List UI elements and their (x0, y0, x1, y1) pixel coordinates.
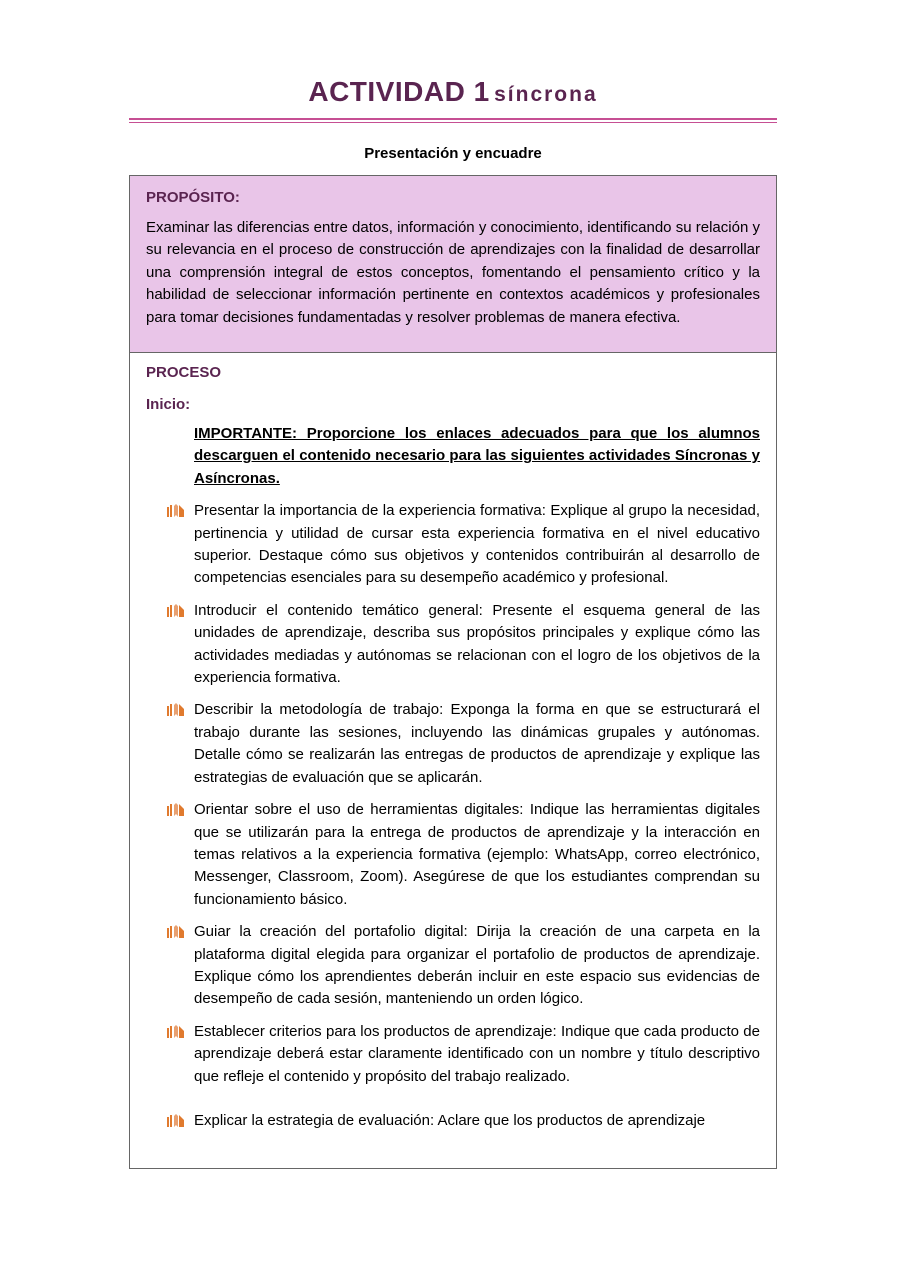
list-item-text: Presentar la importancia de la experiencia formativa: Explique al grupo la necesidad, pertinencia y utilidad de cursar esta experiencia formativa en el nivel educativo superior. Destaque cómo sus objetivos y contenidos contribuirán al desarrollo de competencias esenciales para su desempeño académico y profesional. (194, 502, 760, 587)
book-bullet-icon (166, 604, 186, 617)
section-subtitle: Presentación y encuadre (364, 145, 542, 162)
list-item-text: Guiar la creación del portafolio digital: Dirija la creación de una carpeta en la plataforma digital elegida para organizar el portafolio de productos de aprendizaje. Explique cómo los aprendientes deberán incluir en este espacio sus evidencias de desempeño de cada sesión, manteniendo un orden lógico. (194, 923, 760, 1008)
book-bullet-icon (166, 1025, 186, 1038)
list-item-text: Orientar sobre el uso de herramientas digitales: Indique las herramientas digitales que se utilizarán para la entrega de productos de aprendizaje y la interacción en temas relativos a la experiencia formativa (ejemplo: WhatsApp, correo electrónico, Messenger, Classroom, Zoom). Asegúrese de que los estudiantes comprendan su funcionamiento básico. (194, 801, 760, 908)
list-item (146, 500, 760, 590)
important-note: IMPORTANTE: Proporcione los enlaces adecuados para que los alumnos descarguen el contenido necesario para las siguientes actividades Síncronas y Asíncronas. (194, 425, 760, 487)
list-item (146, 1021, 760, 1088)
list-item-text: Explicar la estrategia de evaluación: Aclare que los productos de aprendizaje (194, 1111, 706, 1129)
start-label: Inicio: (146, 396, 191, 413)
book-bullet-icon (166, 703, 186, 716)
activity-table (129, 175, 777, 1169)
title-rule-thin (129, 122, 777, 123)
list-item-text: Describir la metodología de trabajo: Exponga la forma en que se estructurará el trabajo durante las sesiones, incluyendo las dinámicas grupales y autónomas. Detalle cómo se realizarán las entregas de productos de aprendizaje y explique las estrategias de evaluación que se aplicarán. (194, 701, 760, 786)
title-rule (129, 118, 777, 120)
list-item-text: Introducir el contenido temático general: Presente el esquema general de las unidades de aprendizaje, describa sus propósitos principales y explique cómo las actividades mediadas y autónomas se relacionan con el logro de los objetivos de la experiencia formativa. (194, 601, 760, 687)
list-item (146, 600, 760, 690)
process-section (130, 353, 776, 1132)
purpose-section (130, 176, 776, 353)
book-bullet-icon (166, 504, 186, 517)
book-bullet-icon (166, 803, 186, 816)
purpose-text: Examinar las diferencias entre datos, información y conocimiento, identificando su relación y su relevancia en el proceso de construcción de aprendizajes con la finalidad de desarrollar una comprensión integral de estos conceptos, fomentando el pensamiento crítico y la habilidad de seleccionar información pertinente en contextos académicos y profesionales para tomar decisiones fundamentadas y resolver problemas de manera efectiva. (146, 219, 760, 326)
list-item (146, 699, 760, 789)
page-title (0, 76, 906, 108)
list-item-text: Establecer criterios para los productos de aprendizaje: Indique que cada producto de aprendizaje deberá estar claramente identificado con un nombre y título descriptivo que refleje el contenido y propósito del trabajo realizado. (194, 1022, 760, 1085)
purpose-label: PROPÓSITO: (146, 189, 240, 206)
list-item (146, 1110, 760, 1132)
title-main: ACTIVIDAD 1 (308, 76, 490, 107)
book-bullet-icon (166, 1114, 186, 1127)
process-label: PROCESO (146, 364, 222, 381)
book-bullet-icon (166, 925, 186, 938)
list-item (146, 799, 760, 911)
title-sub: síncrona (494, 83, 598, 106)
list-item (146, 921, 760, 1011)
